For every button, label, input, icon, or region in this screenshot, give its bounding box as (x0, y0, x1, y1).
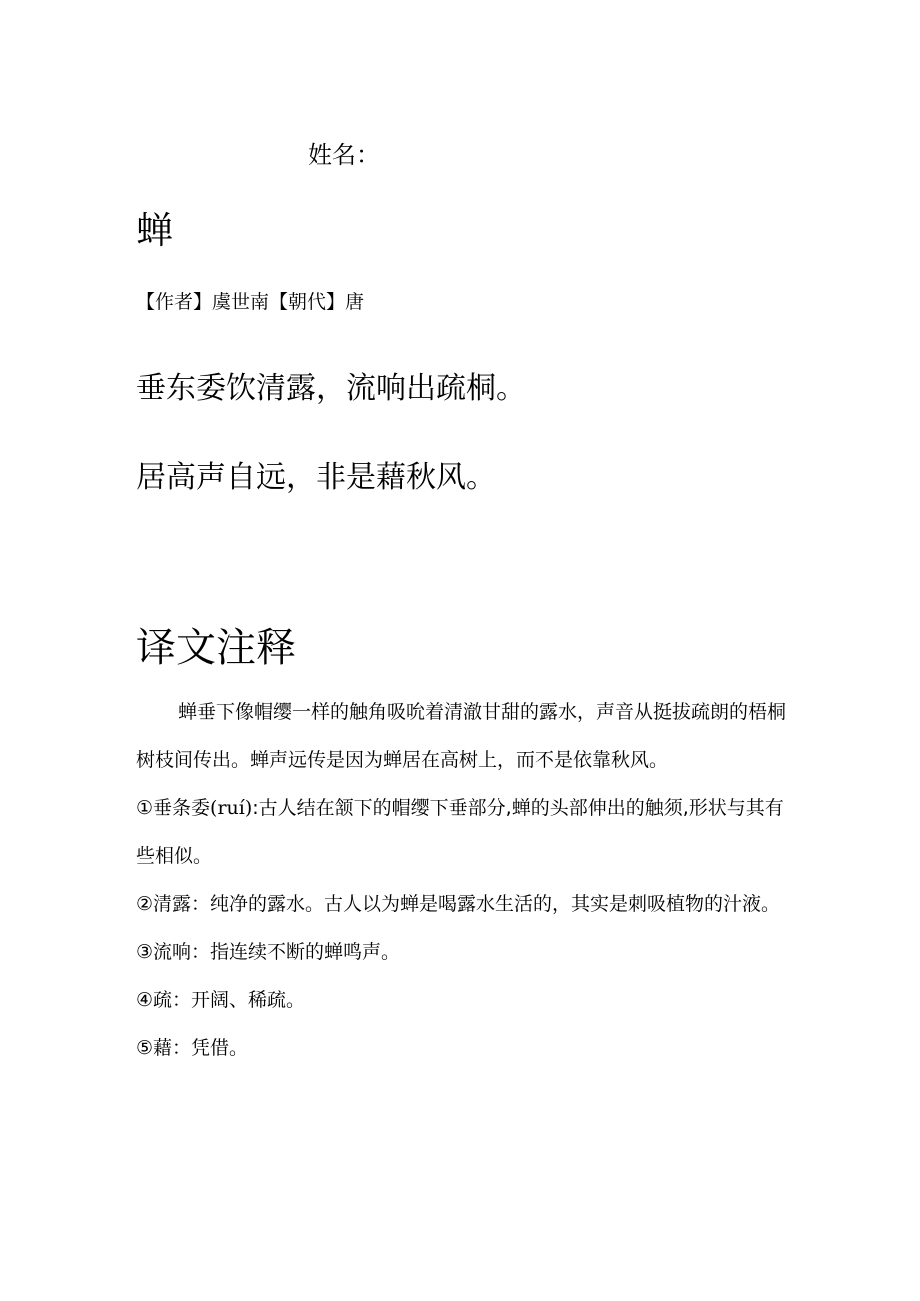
notes-body (136, 688, 796, 1072)
poem-line-1: 垂东委饮清露，流响出疏桐。 (136, 371, 526, 406)
note-2: ②清露：纯净的露水。古人以为蝉是喝露水生活的，其实是刺吸植物的汁液。 (136, 893, 781, 915)
poem-title: 蝉 (136, 209, 173, 252)
note-4: ④疏：开阔、稀疏。 (136, 989, 306, 1011)
note-3: ③流响：指连续不断的蝉鸣声。 (136, 941, 401, 963)
note-1-term: ①垂条委 (136, 797, 211, 819)
note-1-text: :古人结在颔下的帽缨下垂部分,蝉的头部伸出的触须,形状与其有些相似。 (136, 797, 784, 867)
note-1-pinyin: (ruí) (210, 797, 253, 819)
author-dynasty-line: 【作者】虞世南【朝代】唐 (136, 291, 365, 313)
poem-line-2: 居高声自远，非是藉秋风。 (136, 460, 496, 495)
section-title-notes: 译文注释 (136, 625, 296, 671)
name-label: 姓名： (308, 141, 380, 169)
note-5: ⑤藉：凭借。 (136, 1037, 249, 1059)
note-1 (136, 784, 796, 880)
translation-paragraph: 蝉垂下像帽缨一样的触角吸吮着清澈甘甜的露水，声音从挺拔疏朗的梧桐树枝间传出。蝉声远传是因为蝉居在高树上，而不是依靠秋风。 (136, 701, 787, 771)
